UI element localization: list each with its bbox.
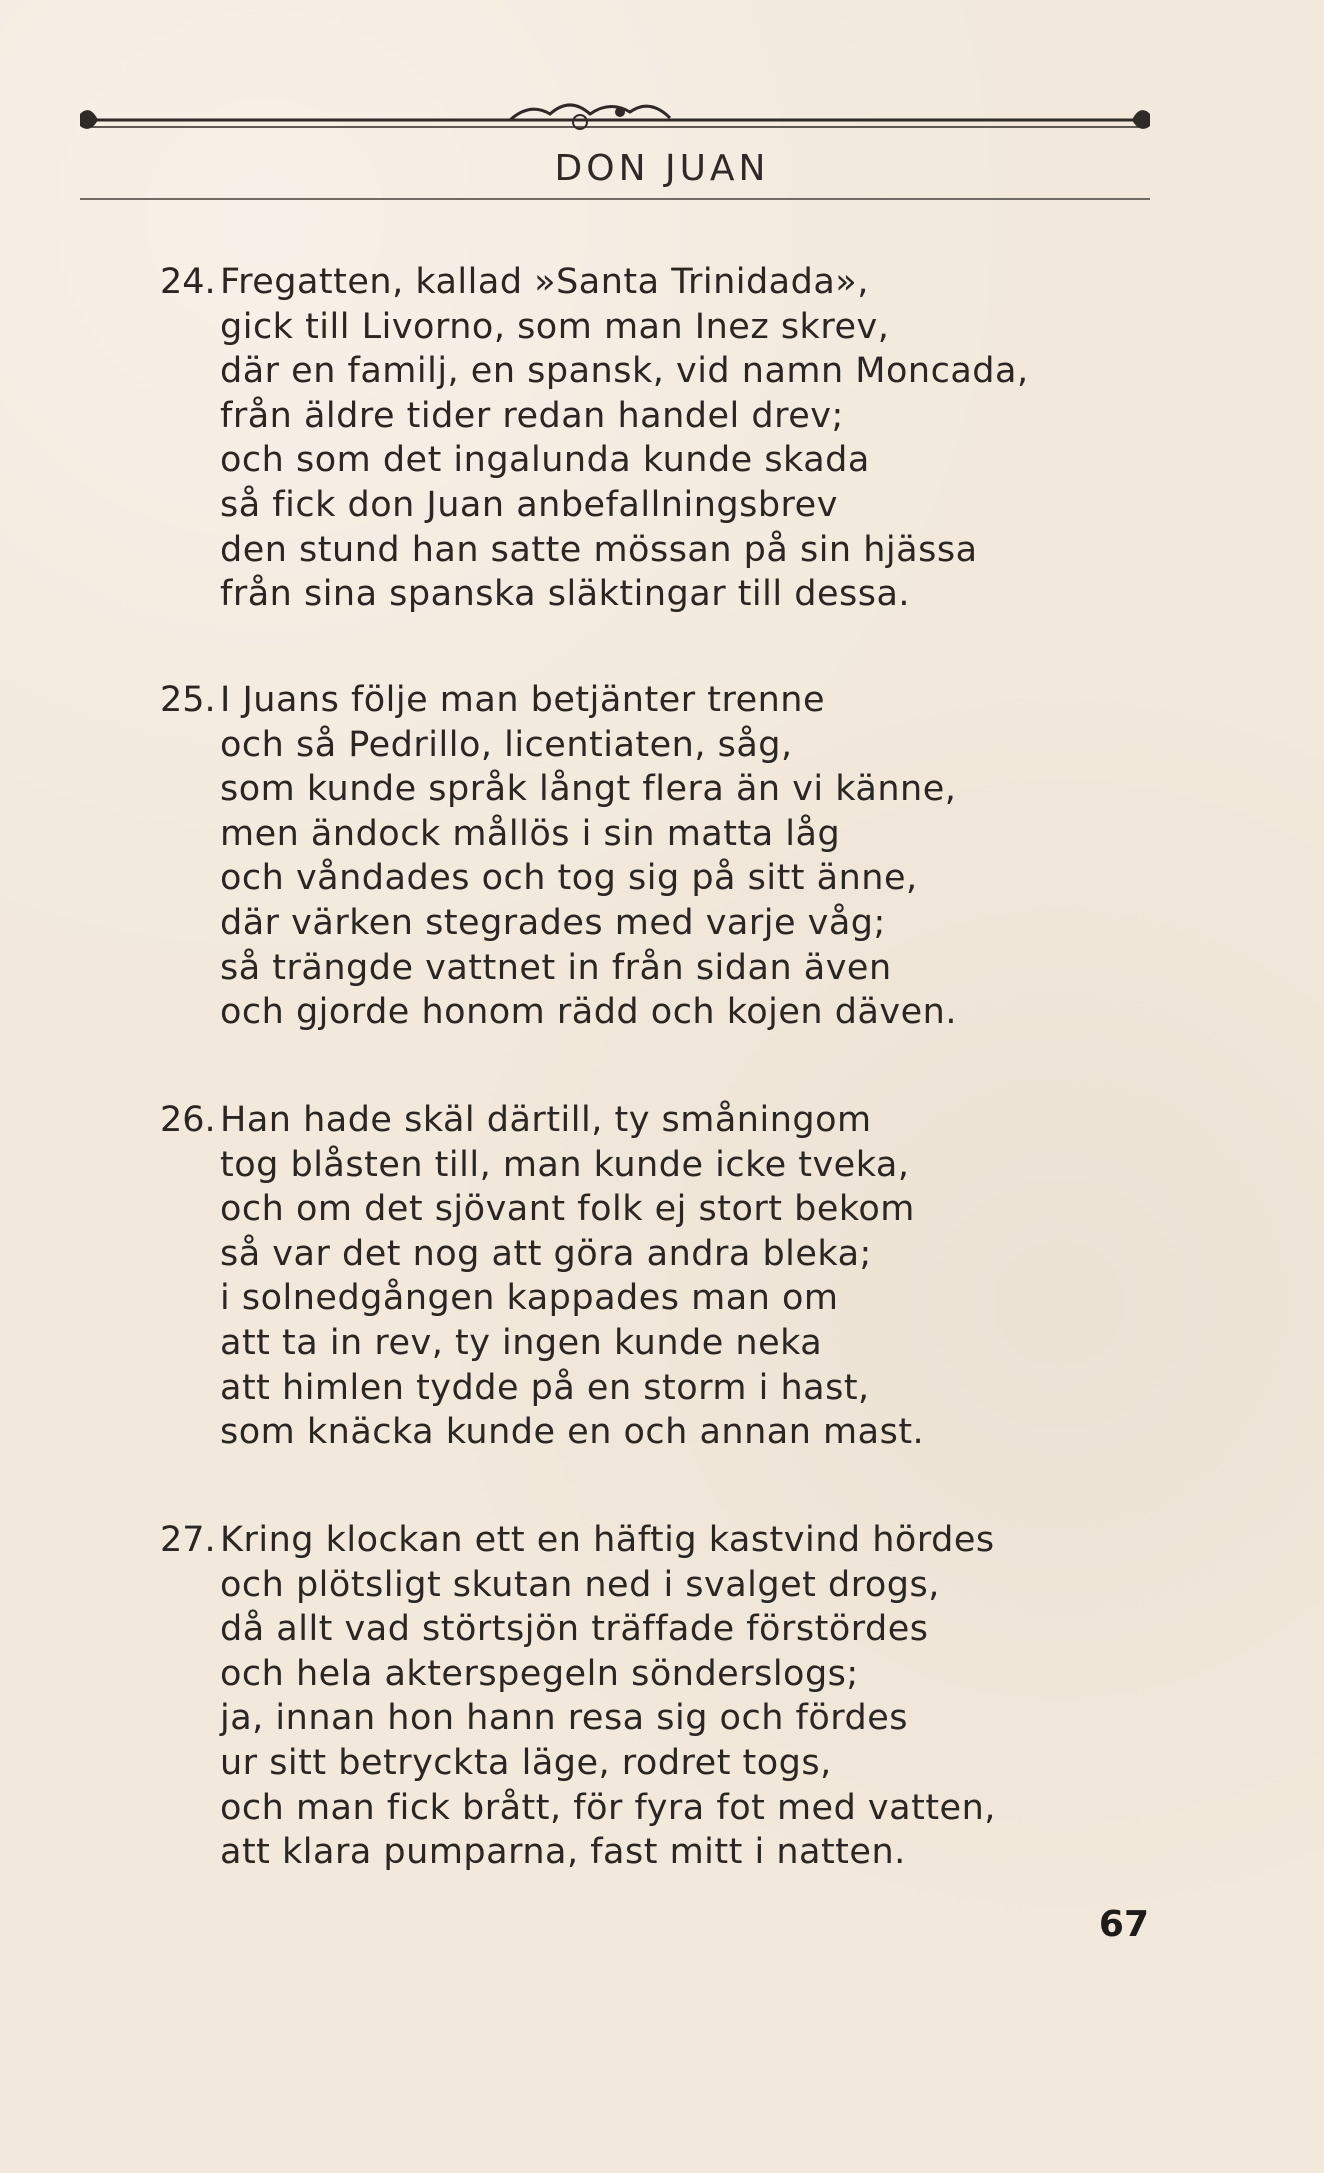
verse-line: från sina spanska släktingar till dessa. — [220, 574, 911, 615]
verse-line: i solnedgången kappades man om — [220, 1278, 839, 1319]
header-rule — [80, 198, 1150, 200]
verse-line: och om det sjövant folk ej stort bekom — [220, 1189, 915, 1230]
verse-line: så var det nog att göra andra bleka; — [220, 1233, 872, 1274]
verse-line: och som det ingalunda kunde skada — [220, 440, 870, 481]
verse-line: och så Pedrillo, licentiaten, såg, — [220, 724, 793, 765]
verse-line: gick till Livorno, som man Inez skrev, — [220, 306, 890, 347]
verse-line: men ändock mållös i sin matta låg — [220, 813, 841, 854]
verse-line: så fick don Juan anbefallningsbrev — [220, 485, 838, 525]
verse-line: och våndades och tog sig på sitt änne, — [220, 858, 918, 899]
stanza-number: 25. — [160, 680, 216, 720]
verse-line: ur sitt betryckta läge, rodret togs, — [220, 1743, 832, 1783]
verse-line: och man fick brått, för fyra fot med vatten, — [220, 1787, 996, 1828]
stanza-number: 27. — [160, 1520, 216, 1560]
verse-line: där en familj, en spansk, vid namn Moncada, — [220, 351, 1029, 392]
verse-line: att klara pumparna, fast mitt i natten. — [220, 1832, 906, 1873]
verse-line: den stund han satte mössan på sin hjässa — [220, 529, 978, 570]
verse-line: I Juans följe man betjänter trenne — [220, 680, 826, 720]
verse-line: tog blåsten till, man kunde icke tveka, — [220, 1144, 910, 1185]
verse-line: att ta in rev, ty ingen kunde neka — [220, 1323, 823, 1363]
page-number: 67 — [1098, 1904, 1149, 1945]
verse-line: från äldre tider redan handel drev; — [220, 395, 844, 436]
running-header-title: DON JUAN — [554, 148, 770, 189]
verse-line: så trängde vattnet in från sidan även — [220, 947, 892, 988]
stanza-number: 24. — [160, 262, 216, 302]
verse-line: ja, innan hon hann resa sig och fördes — [220, 1698, 909, 1739]
header-ornament — [80, 100, 1150, 140]
verse-line: där värken stegrades med varje våg; — [220, 903, 886, 943]
verse-line: Kring klockan ett en häftig kastvind hördes — [220, 1520, 995, 1560]
stanza-number: 26. — [160, 1100, 216, 1140]
verse-line: att himlen tydde på en storm i hast, — [220, 1367, 870, 1408]
verse-line: och hela akterspegeln sönderslogs; — [220, 1653, 859, 1694]
verse-line: Han hade skäl därtill, ty småningom — [220, 1100, 872, 1140]
verse-line: och gjorde honom rädd och kojen däven. — [220, 992, 957, 1033]
verse-line: som knäcka kunde en och annan mast. — [220, 1412, 925, 1453]
verse-line: då allt vad störtsjön träffade förstördes — [220, 1609, 929, 1650]
verse-line: och plötsligt skutan ned i svalget drogs, — [220, 1564, 940, 1605]
verse-line: som kunde språk långt flera än vi känne, — [220, 769, 957, 810]
verse-line: Fregatten, kallad »Santa Trinidada», — [220, 262, 869, 302]
